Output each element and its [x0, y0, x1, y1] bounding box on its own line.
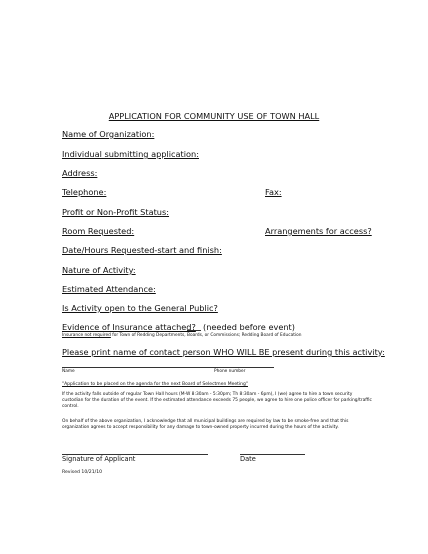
- signature-label: Signature of Applicant: [62, 455, 136, 463]
- behalf-paragraph: On behalf of the above organization, I acknowledge that all municipal buildings are required by law to be smoke-free and that this organization agrees to accept responsibility for any damage to town-owned property incurred during the hours of the activity.: [62, 418, 349, 430]
- date-label: Date: [240, 455, 256, 463]
- insurance-blank-line: [187, 330, 201, 331]
- individual-label: Individual submitting application:: [62, 149, 199, 159]
- insurance-note: [62, 333, 301, 338]
- room-label: Room Requested:: [62, 226, 135, 236]
- open-public-label: Is Activity open to the General Public?: [62, 303, 218, 313]
- form-title: APPLICATION FOR COMMUNITY USE OF TOWN HALL: [108, 111, 320, 121]
- address-label: Address:: [62, 168, 98, 178]
- contact-name-label: Name: [62, 368, 75, 374]
- access-label: Arrangements for access?: [265, 226, 372, 236]
- insurance-note-underlined: Insurance not required: [62, 332, 111, 338]
- attendance-label: Estimated Attendance:: [62, 284, 156, 294]
- hours-paragraph: If the activity falls outside of regular Town Hall hours (M-W 8:30am - 5:30pm; Th 8:30am - 6pm), I (we) agree to hire a town security custodian for the duration of the event. If the estimated attendance exceeds 75 people, we agree to hire one police officer for parking/traffic control.: [62, 391, 372, 410]
- insurance-label: Evidence of Insurance attached?: [62, 322, 196, 332]
- status-label: Profit or Non-Profit Status:: [62, 207, 170, 217]
- date-hours-label: Date/Hours Requested-start and finish:: [62, 245, 222, 255]
- agenda-note: "Application to be placed on the agenda for the next Board of Selectmen Meeting": [62, 381, 248, 387]
- organization-label: Name of Organization:: [62, 129, 155, 139]
- insurance-note-rest: for Town of Redding Departments, Boards, or Commissions; Redding Board of Education: [110, 332, 302, 338]
- contact-prompt: Please print name of contact person WHO WILL BE present during this activity:: [62, 347, 385, 357]
- revised-date: Revised 10/21/10: [62, 470, 103, 475]
- telephone-label: Telephone:: [62, 187, 107, 197]
- contact-phone-label: Phone number: [214, 368, 246, 374]
- needed-before-event: (needed before event): [203, 322, 295, 332]
- fax-label: Fax:: [265, 187, 282, 197]
- nature-label: Nature of Activity:: [62, 265, 136, 275]
